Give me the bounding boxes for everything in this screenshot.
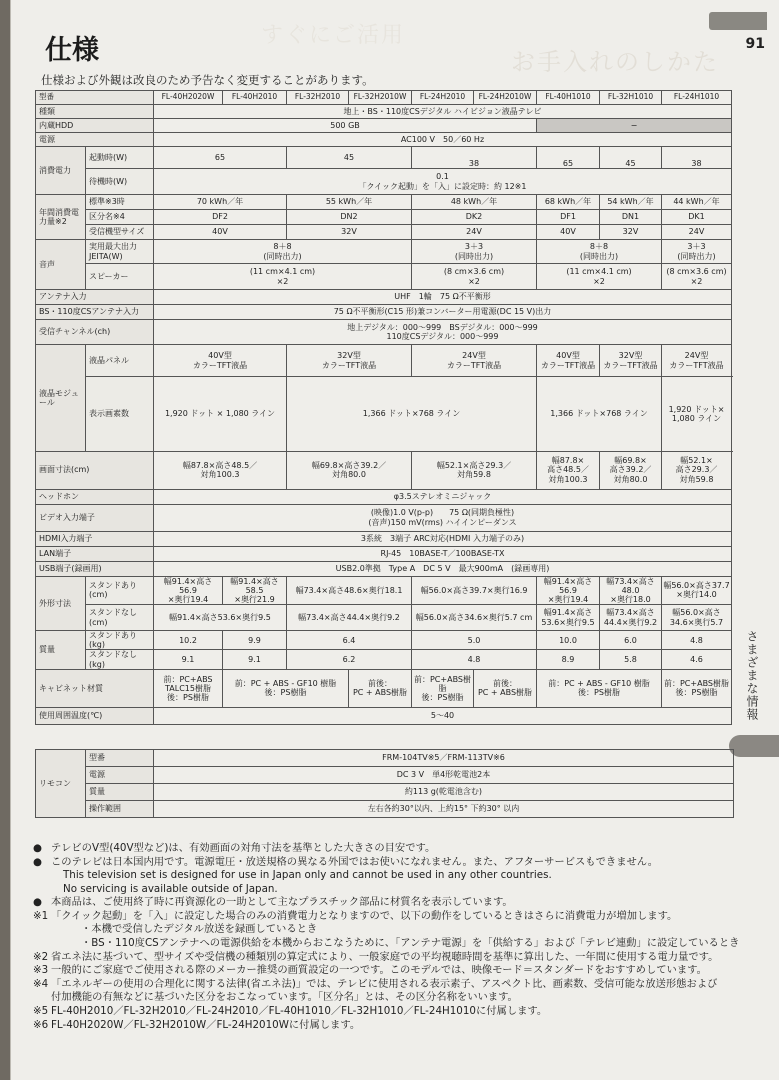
note-marker: ※3 — [33, 964, 49, 977]
pixels-value: 1,366 ドット×768 ライン — [537, 377, 662, 452]
temp-label: 使用周囲温度(℃) — [36, 707, 154, 724]
speaker-size: (11 cm×4.1 cm) — [566, 267, 632, 277]
remote-model-label: 型番 — [86, 750, 154, 767]
remote-power-label: 電源 — [86, 767, 154, 784]
note-marker: ※1 — [33, 909, 49, 922]
panel-size: 24V型 — [462, 351, 486, 361]
panel-cell — [154, 345, 287, 377]
screen-label: 画面寸法(cm) — [36, 451, 154, 489]
note-item — [33, 978, 753, 992]
dim-value: 34.6×奥行5.7 — [669, 617, 724, 627]
panel-type: カラーTFT液晶 — [540, 360, 596, 370]
mass-value: 6.4 — [287, 631, 412, 650]
size-value: 32V — [287, 225, 412, 240]
screen-value: 高さ29.3／ — [675, 465, 718, 475]
size-value: 32V — [600, 225, 662, 240]
pixels-value: 1,080 ライン — [671, 413, 722, 423]
dim-with-label: スタンドあり(cm) — [86, 576, 154, 605]
note-item — [33, 856, 753, 870]
bs-value: 75 Ω不平衡形(C15 形)兼コンバーター用電源(DC 15 V)出力 — [154, 305, 732, 320]
cabinet-value: 前：PC+ABS — [163, 674, 213, 684]
on-value: 45 — [287, 147, 412, 169]
speaker-cell — [154, 264, 412, 290]
screen-cell — [662, 451, 732, 489]
on-value: 45 — [600, 147, 662, 169]
dim-value: 幅73.4×高さ — [606, 608, 655, 618]
standby-note: 「クイック起動」を「入」に設定時：約 12※1 — [358, 181, 527, 191]
panel-type: カラーTFT液晶 — [669, 360, 724, 370]
note-marker — [33, 923, 51, 937]
screen-value: 高さ39.2／ — [609, 465, 652, 475]
note-marker: ※6 — [33, 1018, 49, 1031]
cabinet-value: 後：PS樹脂 — [264, 688, 307, 698]
cabinet-value: 前：PC+ABS樹脂 — [413, 674, 471, 693]
cabinet-value: 前後： — [493, 679, 517, 689]
note-text: FL-40H2010／FL-32H2010／FL-24H2010／FL-40H1010／FL-32H1010／FL-24H1010に付属します。 — [51, 1004, 548, 1017]
panel-cell — [662, 345, 732, 377]
out-sub: (同時出力) — [263, 251, 302, 261]
bs-label: BS・110度CSアンテナ入力 — [36, 305, 154, 320]
intro-text: 仕様および外観は改良のため予告なく変更することがあります。 — [41, 73, 374, 87]
model-cell: FL-32H2010 — [287, 91, 349, 105]
screen-value: 対角100.3 — [548, 474, 588, 484]
panel-size: 24V型 — [684, 351, 709, 361]
on-value: 38 — [412, 147, 537, 169]
mass-value: 4.8 — [412, 650, 537, 669]
class-value: DF2 — [154, 210, 287, 225]
annual-label: 年間消費電力量※2 — [36, 195, 86, 240]
note-text: 「クイック起動」を「入」に設定した場合のみの消費電力となりますので、以下の動作をしているときはさらに消費電力が増加します。 — [51, 909, 678, 922]
mass-value: 4.6 — [662, 650, 732, 669]
note-text: 省エネ法に基づいて、型サイズや受信機の種類別の算定式により、一般家庭での平均視聴時間を基準に算出した、一年間に使用する電力量です。 — [51, 950, 719, 963]
max-out-label: 実用最大出力 JEITA(W) — [86, 240, 154, 264]
out-value: 3＋3 — [687, 242, 706, 252]
panel-cell — [287, 345, 412, 377]
note-text: 付加機能の有無などに基づいた区分をおこなっています。「区分名」とは、その区分名称をいいます。 — [51, 991, 518, 1004]
note-marker — [33, 991, 51, 1005]
pixels-cell — [662, 377, 732, 452]
consumption-label: 消費電力 — [36, 147, 86, 195]
cabinet-value: 前：PC+ABS樹脂 — [663, 679, 729, 689]
section-side-label: さまざまな情報 — [745, 630, 759, 721]
size-value: 24V — [662, 225, 732, 240]
std-label: 標準※3時 — [86, 195, 154, 210]
dim-value: 幅91.4×高さ58.5 — [230, 576, 279, 595]
note-text: 「エネルギーの使用の合理化に関する法律(省エネ法)」では、テレビに使用される表示素子、アスペクト比、画素数、受信可能な放送形態および — [51, 977, 718, 990]
screen-cell — [600, 451, 662, 489]
screen-cell — [412, 451, 537, 489]
cabinet-value: 前：PC + ABS - GF10 樹脂 — [234, 679, 337, 689]
note-item — [33, 1019, 753, 1033]
mass-value: 9.1 — [154, 650, 223, 669]
note-marker — [33, 937, 51, 951]
panel-cell — [600, 345, 662, 377]
note-item — [33, 1005, 753, 1019]
note-text: No servicing is available outside of Japan. — [63, 882, 278, 895]
hdd-label: 内蔵HDD — [36, 119, 154, 133]
headphone-value: φ3.5ステレオミニジャック — [154, 489, 732, 504]
model-cell: FL-24H2010W — [474, 91, 537, 105]
note-text: このテレビは日本国内用です。電源電圧・放送規格の異なる外国ではお使いになれません。また、アフターサービスもできません。 — [51, 855, 658, 868]
note-text: 一般的にご家庭でご使用される際のメーカー推奨の画質設定の一つです。このモデルでは、映像モード＝スタンダードをおすすめしています。 — [51, 964, 707, 977]
mass-value: 6.0 — [600, 631, 662, 650]
mass-value: 6.2 — [287, 650, 412, 669]
dim-value: ×奥行18.0 — [610, 594, 651, 604]
note-marker: ● — [33, 855, 42, 868]
note-item — [33, 883, 753, 897]
mass-value: 9.9 — [223, 631, 287, 650]
class-value: DN2 — [287, 210, 412, 225]
out-value: 8＋8 — [273, 242, 292, 252]
on-label: 起動時(W) — [86, 147, 154, 169]
note-item — [33, 991, 753, 1005]
speaker-count: ×2 — [468, 276, 480, 286]
panel-size: 32V型 — [337, 351, 361, 361]
video-value: (映像)1.0 V(p-p) 75 Ω(同期負極性) — [370, 508, 515, 518]
module-label: 液晶モジュール — [36, 345, 86, 452]
note-item — [33, 869, 753, 883]
hdmi-value: 3系統 3端子 ARC対応(HDMI 入力端子のみ) — [154, 531, 732, 546]
note-item — [33, 842, 753, 856]
cabinet-value: PC + ABS樹脂 — [477, 688, 533, 698]
std-value: 44 kWh／年 — [662, 195, 732, 210]
cabinet-value: 前後： — [368, 679, 392, 689]
screen-value: 幅52.1×高さ29.3／ — [436, 460, 512, 470]
mass-with-label: スタンドあり(kg) — [86, 631, 154, 650]
audio-label: 音声 — [36, 240, 86, 290]
hdd-value: 500 GB — [154, 119, 537, 133]
dim-value: 幅56.0×高さ — [672, 608, 721, 618]
dim-value: 幅91.4×高さ56.9 — [163, 576, 213, 595]
remote-range-value: 左右各約30°以内、上約15° 下約30° 以内 — [154, 801, 734, 818]
kind-value: 地上・BS・110度CSデジタル ハイビジョン液晶テレビ — [154, 105, 732, 119]
screen-value: 対角59.8 — [679, 474, 714, 484]
remote-mass-label: 質量 — [86, 784, 154, 801]
speaker-count: ×2 — [276, 276, 289, 286]
power-value: AC100 V 50／60 Hz — [154, 133, 732, 147]
notes-section — [33, 842, 753, 1032]
class-label: 区分名※4 — [86, 210, 154, 225]
page-title: 仕様 — [45, 35, 99, 66]
dim-value: 幅73.4×高さ48.0 — [606, 576, 655, 595]
dim-cell — [154, 576, 223, 605]
out-sub: (同時出力) — [454, 251, 494, 261]
panel-type: カラーTFT液晶 — [603, 360, 658, 370]
usb-value: USB2.0準拠 Type A DC 5 V 最大900mA (録画専用) — [154, 561, 732, 576]
note-item — [33, 910, 753, 924]
remote-model-value: FRM-104TV※5／FRM-113TV※6 — [154, 750, 734, 767]
note-marker: ※4 — [33, 977, 49, 990]
std-value: 55 kWh／年 — [287, 195, 412, 210]
speaker-cell — [412, 264, 537, 290]
out-cell — [662, 240, 732, 264]
on-value: 65 — [154, 147, 287, 169]
cabinet-cell — [349, 669, 412, 707]
mass-value: 4.8 — [662, 631, 732, 650]
cabinet-value: 後：PS樹脂 — [675, 688, 718, 698]
note-marker — [33, 883, 51, 897]
pixels-value: 1,920 ドット × 1,080 ライン — [154, 377, 287, 452]
remote-power-value: DC 3 V 単4形乾電池2本 — [154, 767, 734, 784]
speaker-size: (8 cm×3.6 cm) — [666, 267, 727, 277]
dim-cell — [600, 576, 662, 605]
speaker-cell — [537, 264, 662, 290]
mass-value: 5.0 — [412, 631, 537, 650]
note-marker: ※5 — [33, 1004, 49, 1017]
std-value: 68 kWh／年 — [537, 195, 600, 210]
std-value: 54 kWh／年 — [600, 195, 662, 210]
on-value: 65 — [537, 147, 600, 169]
panel-size: 40V型 — [208, 351, 232, 361]
cabinet-cell — [154, 669, 223, 707]
speaker-count: ×2 — [690, 276, 703, 286]
hdd-none: − — [537, 119, 732, 133]
dim-value: ×奥行14.0 — [676, 590, 717, 600]
standby-value: 0.1 — [436, 172, 449, 182]
type-label: 型番 — [36, 91, 154, 105]
panel-cell — [412, 345, 537, 377]
ch-label: 受信チャンネル(ch) — [36, 320, 154, 345]
antenna-label: アンテナ入力 — [36, 290, 154, 305]
dim-value: 幅91.4×高さ53.6×奥行9.5 — [154, 605, 287, 631]
dim-value: 幅91.4×高さ — [543, 608, 593, 618]
standby-label: 待機時(W) — [86, 169, 154, 195]
out-sub: (同時出力) — [579, 251, 619, 261]
class-value: DF1 — [537, 210, 600, 225]
dim-cell — [537, 605, 600, 631]
bleed-through-text: すぐにご活用 — [261, 23, 406, 48]
std-value: 70 kWh／年 — [154, 195, 287, 210]
ch-cell — [154, 320, 732, 345]
size-value: 40V — [537, 225, 600, 240]
remote-mass-value: 約113 g(乾電池含む) — [154, 784, 734, 801]
screen-value: 幅69.8× — [614, 456, 647, 466]
panel-label: 液晶パネル — [86, 345, 154, 377]
antenna-value: UHF 1輪 75 Ω不平衡形 — [154, 290, 732, 305]
dim-value: 幅73.4×高さ44.4×奥行9.2 — [287, 605, 412, 631]
screen-value: 対角80.0 — [613, 474, 648, 484]
kind-label: 種類 — [36, 105, 154, 119]
panel-type: カラーTFT液晶 — [192, 360, 248, 370]
cabinet-value: 前：PC + ABS - GF10 樹脂 — [548, 679, 650, 689]
page-number: 91 — [745, 36, 765, 52]
note-item — [33, 951, 753, 965]
lan-value: RJ-45 10BASE-T／100BASE-TX — [154, 546, 732, 561]
cabinet-value: 後：PS樹脂 — [421, 692, 464, 702]
page-tab — [709, 12, 767, 30]
remote-spec-table — [35, 749, 734, 818]
mass-value: 10.2 — [154, 631, 223, 650]
model-header-row — [36, 91, 732, 105]
note-text: テレビのV型(40V型など)は、有効画面の対角寸法を基準とした大きさの目安です。 — [51, 842, 436, 854]
dim-value: ×奥行21.9 — [234, 594, 275, 604]
ch-value: 地上デジタル：000〜999 BSデジタル：000〜999 — [347, 322, 538, 332]
class-value: DK1 — [662, 210, 732, 225]
model-cell: FL-24H2010 — [412, 91, 474, 105]
out-cell — [154, 240, 412, 264]
dim-value: ×奥行19.4 — [167, 594, 209, 604]
cabinet-value: 後：PS樹脂 — [167, 692, 209, 702]
power-label: 電源 — [36, 133, 154, 147]
screen-value: 対角100.3 — [200, 470, 240, 479]
size-value: 40V — [154, 225, 287, 240]
hdmi-label: HDMI入力端子 — [36, 531, 154, 546]
dim-value: 幅56.0×高さ37.7 — [663, 581, 730, 591]
pixels-value: 1,366 ドット×768 ライン — [287, 377, 537, 452]
dim-value: 幅56.0×高さ34.6×奥行5.7 cm — [412, 605, 537, 631]
remote-label: リモコン — [36, 750, 86, 818]
screen-cell — [287, 451, 412, 489]
dim-value: 幅56.0×高さ39.7×奥行16.9 — [412, 576, 537, 605]
panel-type: カラーTFT液晶 — [321, 360, 377, 370]
note-item — [33, 896, 753, 910]
note-text: ・BS・110度CSアンテナへの電源供給を本機からおこなうために、「アンテナ電源」を「供給する」および「テレビ連動」に設定しているとき — [81, 937, 740, 950]
speaker-count: ×2 — [593, 276, 605, 286]
cabinet-value: 後：PS樹脂 — [578, 688, 620, 698]
dim-value: ×奥行19.4 — [547, 594, 589, 604]
cabinet-label: キャビネット材質 — [36, 669, 154, 707]
dim-cell — [600, 605, 662, 631]
model-cell: FL-32H1010 — [600, 91, 662, 105]
note-text: This television set is designed for use in Japan only and cannot be used in any other countries. — [63, 869, 552, 882]
panel-size: 32V型 — [618, 351, 643, 361]
dim-without-label: スタンドなし(cm) — [86, 605, 154, 631]
note-text: FL-40H2020W／FL-32H2010W／FL-24H2010Wに付属します。 — [51, 1018, 361, 1031]
out-value: 8＋8 — [589, 242, 609, 252]
screen-value: 幅87.8×高さ48.5／ — [182, 460, 258, 470]
out-cell — [537, 240, 662, 264]
manual-page — [10, 0, 779, 1080]
screen-value: 対角80.0 — [332, 470, 366, 479]
out-cell — [412, 240, 537, 264]
panel-cell — [537, 345, 600, 377]
model-cell: FL-40H2020W — [154, 91, 223, 105]
note-item — [33, 964, 753, 978]
note-item — [33, 937, 753, 951]
screen-value: 対角59.8 — [457, 470, 491, 479]
out-sub: (同時出力) — [677, 251, 716, 261]
usb-label: USB端子(録画用) — [36, 561, 154, 576]
cabinet-cell — [662, 669, 732, 707]
mass-without-label: スタンドなし(kg) — [86, 650, 154, 669]
dim-cell — [662, 576, 732, 605]
screen-value: 幅52.1× — [680, 456, 713, 466]
pixels-value: 1,920 ドット× — [668, 404, 725, 414]
pixels-label: 表示画素数 — [86, 377, 154, 452]
cabinet-value: TALC15樹脂 — [165, 683, 211, 693]
cabinet-cell — [537, 669, 662, 707]
class-value: DN1 — [600, 210, 662, 225]
speaker-size: (11 cm×4.1 cm) — [249, 267, 316, 277]
on-value: 38 — [662, 147, 732, 169]
dim-label: 外形寸法 — [36, 576, 86, 631]
screen-cell — [154, 451, 287, 489]
dim-value: 53.6×奥行9.5 — [541, 617, 595, 627]
dim-value: 幅73.4×高さ48.6×奥行18.1 — [287, 576, 412, 605]
model-cell: FL-40H1010 — [537, 91, 600, 105]
speaker-cell — [662, 264, 732, 290]
note-marker — [33, 869, 51, 883]
dim-cell — [662, 605, 732, 631]
ch-value: 110度CSデジタル：000〜999 — [386, 332, 499, 341]
std-value: 48 kWh／年 — [412, 195, 537, 210]
note-marker: ※2 — [33, 950, 49, 963]
mass-label: 質量 — [36, 631, 86, 670]
note-marker: ● — [33, 896, 42, 909]
speaker-size: (8 cm×3.6 cm) — [443, 267, 505, 277]
lan-label: LAN端子 — [36, 546, 154, 561]
headphone-label: ヘッドホン — [36, 489, 154, 504]
class-value: DK2 — [412, 210, 537, 225]
cabinet-cell — [223, 669, 349, 707]
model-cell: FL-40H2010 — [223, 91, 287, 105]
screen-value: 幅87.8× — [551, 456, 585, 466]
screen-cell — [537, 451, 600, 489]
panel-type: カラーTFT液晶 — [446, 360, 502, 370]
video-label: ビデオ入力端子 — [36, 504, 154, 531]
model-cell: FL-32H2010W — [349, 91, 412, 105]
note-item — [33, 923, 753, 937]
dim-cell — [537, 576, 600, 605]
standby-cell — [154, 169, 732, 195]
section-side-tab — [729, 735, 779, 757]
spec-table — [35, 90, 732, 725]
screen-value: 幅69.8×高さ39.2／ — [311, 460, 387, 470]
mass-value: 8.9 — [537, 650, 600, 669]
cabinet-cell — [412, 669, 474, 707]
mass-value: 10.0 — [537, 631, 600, 650]
video-cell — [154, 504, 732, 531]
size-value: 24V — [412, 225, 537, 240]
bleed-through-text: お手入れのしかた — [511, 48, 719, 76]
panel-size: 40V型 — [556, 351, 580, 361]
screen-value: 高さ48.5／ — [547, 465, 589, 475]
cabinet-value: PC + ABS樹脂 — [352, 688, 408, 698]
cabinet-cell — [474, 669, 537, 707]
size-label: 受信機型サイズ — [86, 225, 154, 240]
out-value: 3＋3 — [464, 242, 484, 252]
remote-range-label: 操作範囲 — [86, 801, 154, 818]
note-text: 本商品は、ご使用終了時に再資源化の一助として主なプラスチック部品に材質名を表示しています。 — [51, 896, 513, 909]
mass-value: 9.1 — [223, 650, 287, 669]
speaker-label: スピーカー — [86, 264, 154, 290]
note-text: ・本機で受信したデジタル放送を録画しているとき — [81, 923, 318, 936]
model-cell: FL-24H1010 — [662, 91, 732, 105]
dim-cell — [223, 576, 287, 605]
note-marker: ● — [33, 842, 42, 854]
temp-value: 5〜40 — [154, 707, 732, 724]
mass-value: 5.8 — [600, 650, 662, 669]
dim-value: 44.4×奥行9.2 — [603, 617, 658, 627]
video-value: (音声)150 mV(rms) ハイインピーダンス — [368, 517, 517, 527]
dim-value: 幅91.4×高さ56.9 — [543, 576, 593, 595]
